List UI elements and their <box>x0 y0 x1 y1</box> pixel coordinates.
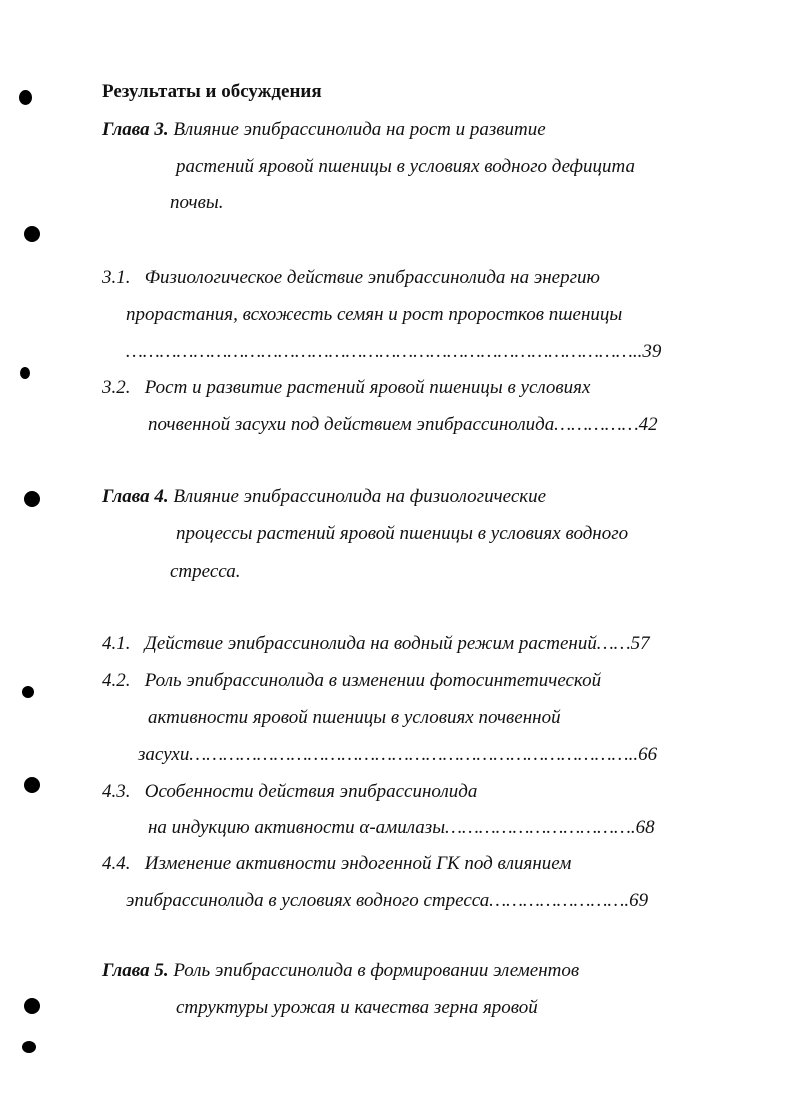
chapter-4-heading <box>102 485 546 509</box>
chapter-title-line: растений яровой пшеницы в условиях водного дефицита <box>176 156 635 177</box>
toc-item-line: на индукцию активности α-амилазы…………………………….68 <box>148 817 655 838</box>
toc-item-line: активности яровой пшеницы в условиях почвенной <box>148 707 561 728</box>
punch-hole <box>24 226 40 242</box>
punch-hole <box>22 1041 36 1053</box>
toc-item-3-1[interactable] <box>102 266 600 290</box>
chapter-title-line: процессы растений яровой пшеницы в условиях водного <box>176 523 629 544</box>
item-number: 3.2. <box>102 377 131 398</box>
section-title: Результаты и обсуждения <box>102 81 322 102</box>
chapter-title-line: Роль эпибрассинолида в формировании элементов <box>173 960 580 981</box>
punch-hole <box>24 998 40 1014</box>
item-text: Рост и развитие растений яровой пшеницы в условиях <box>144 377 591 398</box>
toc-item-line: прорастания, всхожесть семян и рост проростков пшеницы <box>126 304 623 325</box>
chapter-3-heading <box>102 118 546 142</box>
chapter-title-line: Влияние эпибрассинолида на рост и развитие <box>173 119 546 140</box>
toc-item-3-2[interactable] <box>102 376 590 400</box>
punch-hole <box>24 491 40 507</box>
chapter-title-line: Влияние эпибрассинолида на физиологические <box>173 486 547 507</box>
punch-hole <box>22 686 34 698</box>
item-number: 4.3. <box>102 781 131 802</box>
chapter-title-line: стресса. <box>170 561 241 582</box>
item-text: Действие эпибрассинолида на водный режим растений……57 <box>144 633 650 654</box>
item-text: Роль эпибрассинолида в изменении фотосинтетической <box>144 670 602 691</box>
punch-hole <box>24 777 40 793</box>
toc-item-4-1[interactable] <box>102 632 650 656</box>
chapter-title-line: структуры урожая и качества зерна яровой <box>176 997 538 1018</box>
item-number: 4.1. <box>102 633 131 654</box>
chapter-label: Глава 4. <box>102 486 169 507</box>
toc-item-leader: ………………………………………………………………………………..39 <box>126 341 662 362</box>
item-number: 3.1. <box>102 267 131 288</box>
toc-item-line: эпибрассинолида в условиях водного стресса…………………….69 <box>126 890 649 911</box>
punch-hole <box>19 90 32 105</box>
item-text: Изменение активности эндогенной ГК под влиянием <box>144 853 572 874</box>
chapter-label: Глава 5. <box>102 960 169 981</box>
punch-hole <box>20 367 30 379</box>
toc-item-4-3[interactable] <box>102 780 477 804</box>
item-text: Физиологическое действие эпибрассинолида на энергию <box>144 267 600 288</box>
item-text: Особенности действия эпибрассинолида <box>144 781 478 802</box>
chapter-label: Глава 3. <box>102 119 169 140</box>
item-number: 4.2. <box>102 670 131 691</box>
toc-item-4-4[interactable] <box>102 852 571 876</box>
chapter-title-line: почвы. <box>170 192 224 213</box>
chapter-5-heading <box>102 959 579 983</box>
item-number: 4.4. <box>102 853 131 874</box>
toc-item-4-2[interactable] <box>102 669 601 693</box>
toc-item-line: почвенной засухи под действием эпибрассинолида……………42 <box>148 414 658 435</box>
toc-item-line: засухи……………………………………………………………………..66 <box>138 744 658 765</box>
